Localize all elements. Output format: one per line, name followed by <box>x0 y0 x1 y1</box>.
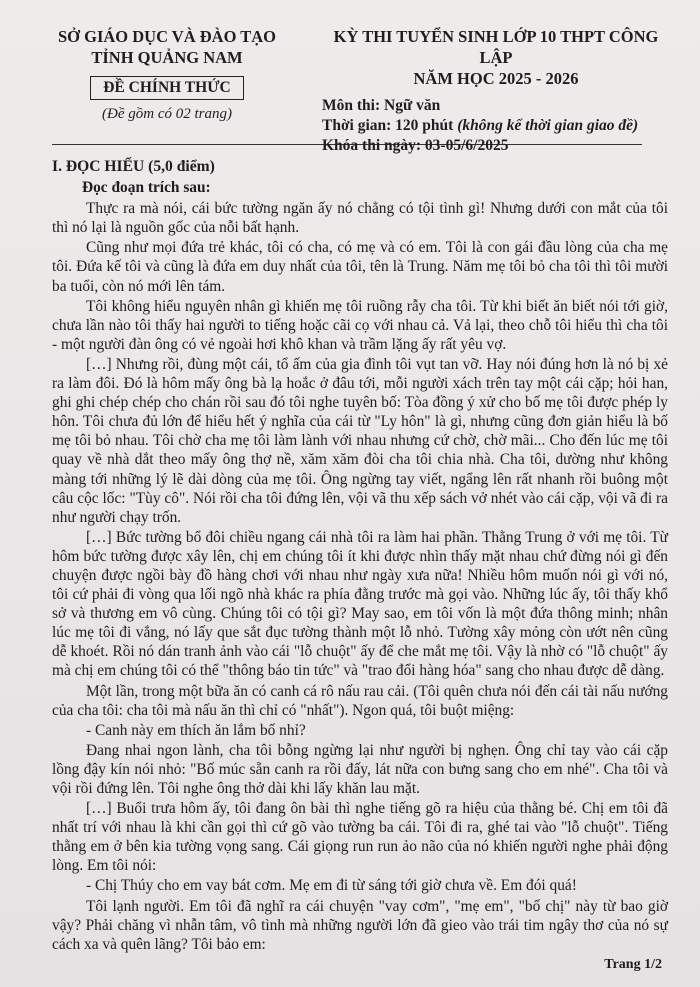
official-label: ĐỀ CHÍNH THỨC <box>90 76 243 100</box>
province-name: TỈNH QUẢNG NAM <box>91 48 243 67</box>
exam-meta <box>322 96 670 156</box>
section-instruction: Đọc đoạn trích sau: <box>82 179 211 197</box>
time-label: Thời gian: 120 phút <box>322 117 454 134</box>
dialogue-line: - Canh này em thích ăn lắm bố nhỉ? <box>86 721 306 739</box>
header-right <box>282 26 670 154</box>
org-name: SỞ GIÁO DỤC VÀ ĐÀO TẠO <box>57 27 277 46</box>
paragraph: Đang nhai ngon lành, cha tôi bỗng ngừng lại như người bị nghẹn. Ông chỉ tay vào cái cặp lồng đậy kín nói nhỏ: "Bố múc sẵn canh ra rồi đấy, lát nữa con bưng sang cho em nhé". Cha tôi và vội rồi đứng lên. Tôi nghe ông thở dài khi lấy khăn lau mặt. <box>52 741 668 797</box>
school-year: NĂM HỌC 2025 - 2026 <box>413 69 579 88</box>
paragraph: Cũng như mọi đứa trẻ khác, tôi có cha, có mẹ và có em. Tôi là con gái đầu lòng của cha mẹ tôi. Đứa kế tôi và cũng là đứa em duy nhất của tôi, tên là Trung. Năm mẹ tôi bỏ cha tôi thì tôi mười ba tuổi, còn nó mới lên tám. <box>52 239 668 295</box>
paragraph: […] Bức tường bổ đôi chiều ngang cái nhà tôi ra làm hai phần. Thằng Trung ở với mẹ tôi. Từ hôm bức tường được xây lên, chị em chúng tôi ít khi được nhìn thấy mặt nhau chứ đừng nói gì đến chuyện được ngồi bày đồ hàng chơi với nhau như ngày xưa nữa! Nhiều hôm muốn nói gì với nó, tôi cứ phải đi vòng qua lối ngõ nhà khác ra phía đằng trước mà gọi vào. Những lúc ấy, tôi thấy khổ sở và thương em vô cùng. Chúng tôi có tội gì? May sao, em tôi vốn là một đứa thông minh; nhân lúc mẹ tôi đi vắng, nó lấy que sắt đục tường thành một lỗ nhỏ. Tường xây mỏng còn ướt nên cũng dễ khoét. Rồi nó dán tranh ảnh vào cái "lỗ chuột" ấy để che mắt mẹ tôi. Vậy là nhờ có "lỗ chuột" ấy mà chị em chúng tôi có thể "thông báo tin tức" và "trao đổi hàng hóa" sang cho nhau được dễ dàng. <box>52 528 668 680</box>
exam-header <box>52 26 670 154</box>
paragraph: Tôi không hiểu nguyên nhân gì khiến mẹ tôi ruồng rẫy cha tôi. Từ khi biết ăn biết nói tới giờ, chưa lần nào tôi thấy hai người to tiếng hoặc cãi cọ với nhau cả. Vả lại, theo chỗ tôi hiểu thì cha tôi - một người đàn ông có vẻ ngoài hơi khô khan và trầm lặng ấy rất yêu vợ. <box>52 297 668 353</box>
header-left <box>52 26 282 136</box>
exam-title: KỲ THI TUYỂN SINH LỚP 10 THPT CÔNG LẬP <box>333 27 659 67</box>
section-title: I. ĐỌC HIỂU (5,0 điểm) <box>52 158 215 175</box>
paragraph: Một lần, trong một bữa ăn có canh cá rô nấu rau cải. (Tôi quên chưa nói đến cái tài nấu nướng của cha tôi: cha tôi mà nấu ăn thì chỉ có "nhất"). Ngon quá, tôi buột miệng: <box>52 682 668 719</box>
time-note: (không kể thời gian giao đề) <box>457 117 639 134</box>
exam-date: Khóa thi ngày: 03-05/6/2025 <box>322 137 509 154</box>
paragraph: Tôi lạnh người. Em tôi đã nghĩ ra cái chuyện "vay cơm", "mẹ em", "bố chị" này từ bao giờ vậy? Phải chăng vì nhẫn tâm, vô tình mà những người lớn đã gieo vào trái tim ngây thơ của nó sự cách xa và quên lãng? Tôi bảo em: <box>52 897 668 953</box>
pages-note: (Đề gồm có 02 trang) <box>102 106 232 122</box>
dialogue-line: - Chị Thúy cho em vay bát cơm. Mẹ em đi từ sáng tới giờ chưa về. Em đói quá! <box>86 877 577 895</box>
paragraph: […] Nhưng rồi, đùng một cái, tổ ấm của gia đình tôi vụt tan vỡ. Hay nói đúng hơn là nó bị xẻ ra làm đôi. Đó là hôm mấy ông bà lạ hoắc ở đâu tới, mỗi người xách trên tay một cái cặp; hỏi han, ghi ghi chép chép cho chán rồi sau đó tôi nghe tuyên bố: Tòa đồng ý xử cho bố mẹ tôi được phép ly hôn. Tôi chưa đủ lớn để hiểu hết ý nghĩa của cái từ "Ly hôn" là gì, nhưng cũng đơn giản hiểu là bố mẹ tôi bỏ nhau. Tôi chờ cha mẹ tôi làm lành với nhau nhưng cứ chờ, chờ mãi... Cho đến lúc mẹ tôi quay về nhà dắt theo mấy ông thợ nề, xăm xăm đòi cha tôi chia nhà. Cha tôi, dường như không màng tới những lý lẽ dài dòng của mẹ tôi. Ông ngừng tay viết, ngẩng lên rất nhanh rồi buông một câu cộc lốc: "Tùy cô". Nói rồi cha tôi đứng lên, vội vã thu xếp sách vở nhét vào cái cặp, vội vã đi ra như người chạy trốn. <box>52 355 668 526</box>
paragraph: […] Buổi trưa hôm ấy, tôi đang ôn bài thì nghe tiếng gõ ra hiệu của thằng bé. Chị em tôi đã nhất trí với nhau là khi cần gọi thì cứ gõ vào tường ba cái. Tôi đi ra, ghé tai vào "lỗ chuột". Tiếng thằng em ở bên kia tường vọng sang. Cái giọng run run ảo não của nó khiến người nghe phải động lòng. Em tôi nói: <box>52 800 668 875</box>
reading-section <box>52 157 670 954</box>
time-line <box>322 116 670 136</box>
page-number: Trang 1/2 <box>604 957 662 972</box>
subject: Môn thi: Ngữ văn <box>322 97 441 114</box>
paragraph: Thực ra mà nói, cái bức tường ngăn ấy nó chẳng có tội tình gì! Nhưng dưới con mắt của tôi thì nó lại là nguồn gốc của nỗi bất hạnh. <box>52 200 668 237</box>
